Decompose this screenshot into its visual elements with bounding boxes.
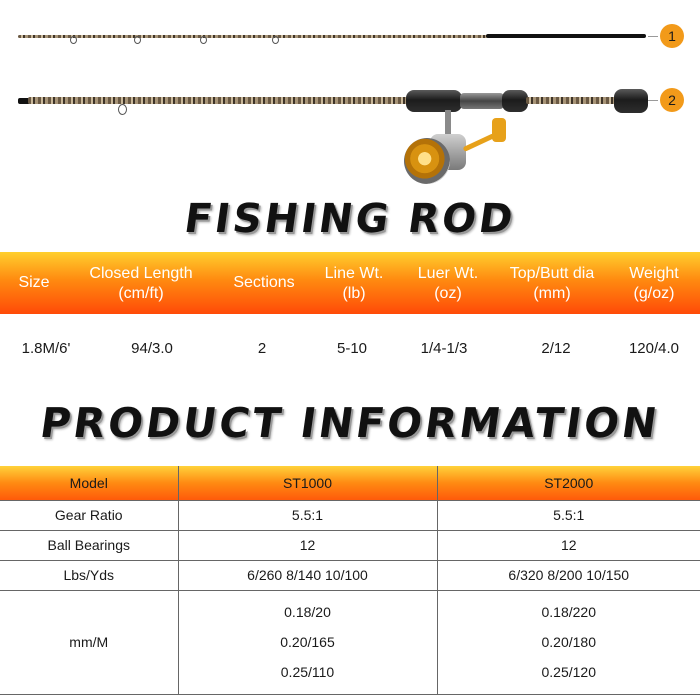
table-row — [0, 560, 700, 590]
cell-st2000-gear-ratio: 5.5:1 — [437, 500, 700, 530]
rod-blank — [28, 97, 408, 104]
rod-blank — [526, 97, 616, 104]
cell-st1000-mm-m — [178, 590, 437, 694]
spec-value-top-butt-dia: 2/12 — [541, 340, 571, 357]
spec-header-line: Top/Butt dia — [509, 265, 595, 282]
row-label-lbs-yds: Lbs/Yds — [0, 560, 178, 590]
rod-blank — [18, 35, 488, 38]
product-table-header — [0, 466, 700, 500]
callout-leader — [648, 100, 658, 101]
line-capacity-value: 0.18/220 — [541, 604, 596, 620]
cell-st1000-ball-bearings: 12 — [178, 530, 437, 560]
callout-badge-1: 1 — [660, 24, 684, 48]
reel-knob — [492, 118, 506, 142]
spec-header-line: (cm/ft) — [118, 285, 164, 302]
spec-header-line: Closed Length — [89, 265, 193, 282]
spec-header-line: Sections — [233, 274, 295, 291]
line-capacity-value: 0.25/110 — [280, 664, 335, 680]
spec-value-luer-wt: 1/4-1/3 — [420, 340, 468, 357]
spec-header-line: Weight — [629, 265, 679, 282]
spec-header-line: (g/oz) — [633, 285, 675, 302]
spec-header-size — [4, 273, 64, 293]
reel-handle — [463, 133, 496, 152]
row-label-gear-ratio: Gear Ratio — [0, 500, 178, 530]
line-guide — [200, 36, 207, 44]
row-label-mm-m: mm/M — [0, 590, 178, 694]
reel-seat — [460, 93, 504, 109]
spec-header-weight — [614, 264, 694, 304]
header-st1000: ST1000 — [178, 466, 437, 500]
cell-st1000-lbs-yds: 6/260 8/140 10/100 — [178, 560, 437, 590]
reel-spool — [404, 138, 450, 184]
spec-value-weight: 120/4.0 — [628, 340, 680, 357]
line-guide — [118, 104, 127, 115]
spec-header-top-butt-dia — [494, 264, 610, 304]
spec-header-line-wt — [314, 264, 394, 304]
spec-value-closed-length: 94/3.0 — [131, 340, 173, 357]
line-guide — [134, 36, 141, 44]
spec-value-line-wt: 5-10 — [336, 340, 368, 357]
butt-grip — [614, 89, 648, 113]
fore-grip — [406, 90, 462, 112]
line-capacity-value: 0.25/120 — [541, 664, 596, 680]
table-row — [0, 590, 700, 694]
spec-header-line: Size — [18, 274, 50, 291]
spec-header-line: (mm) — [533, 285, 571, 302]
rod-blank-ferrule — [486, 34, 646, 38]
table-row — [0, 530, 700, 560]
cell-st2000-lbs-yds: 6/320 8/200 10/150 — [437, 560, 700, 590]
spec-header-line: (oz) — [434, 285, 462, 302]
header-st2000: ST2000 — [437, 466, 700, 500]
spec-header-line: Luer Wt. — [417, 265, 479, 282]
spec-header-line: (lb) — [342, 285, 366, 302]
line-capacity-value: 0.20/180 — [541, 634, 596, 650]
line-guide — [70, 36, 77, 44]
rod-heading: FISHING ROD — [181, 196, 519, 242]
spec-header-luer-wt — [408, 264, 488, 304]
header-model: Model — [0, 466, 178, 500]
reel-stem — [445, 110, 451, 136]
cell-st2000-ball-bearings: 12 — [437, 530, 700, 560]
product-table — [0, 466, 700, 695]
line-guide — [272, 36, 279, 44]
reel-seat-grip — [502, 90, 528, 112]
spec-header-closed-length — [78, 264, 204, 304]
callout-leader — [648, 36, 658, 37]
spec-value-sections: 2 — [257, 340, 267, 357]
spec-header-line: Line Wt. — [324, 265, 384, 282]
spec-header-sections — [222, 273, 306, 293]
row-label-ball-bearings: Ball Bearings — [0, 530, 178, 560]
line-capacity-value: 0.20/165 — [280, 634, 335, 650]
spec-value-size: 1.8M/6' — [21, 340, 71, 357]
cell-st1000-gear-ratio: 5.5:1 — [178, 500, 437, 530]
callout-badge-2: 2 — [660, 88, 684, 112]
cell-st2000-mm-m — [437, 590, 700, 694]
table-row — [0, 500, 700, 530]
product-heading: PRODUCT INFORMATION — [37, 399, 663, 447]
line-capacity-value: 0.18/20 — [284, 604, 331, 620]
